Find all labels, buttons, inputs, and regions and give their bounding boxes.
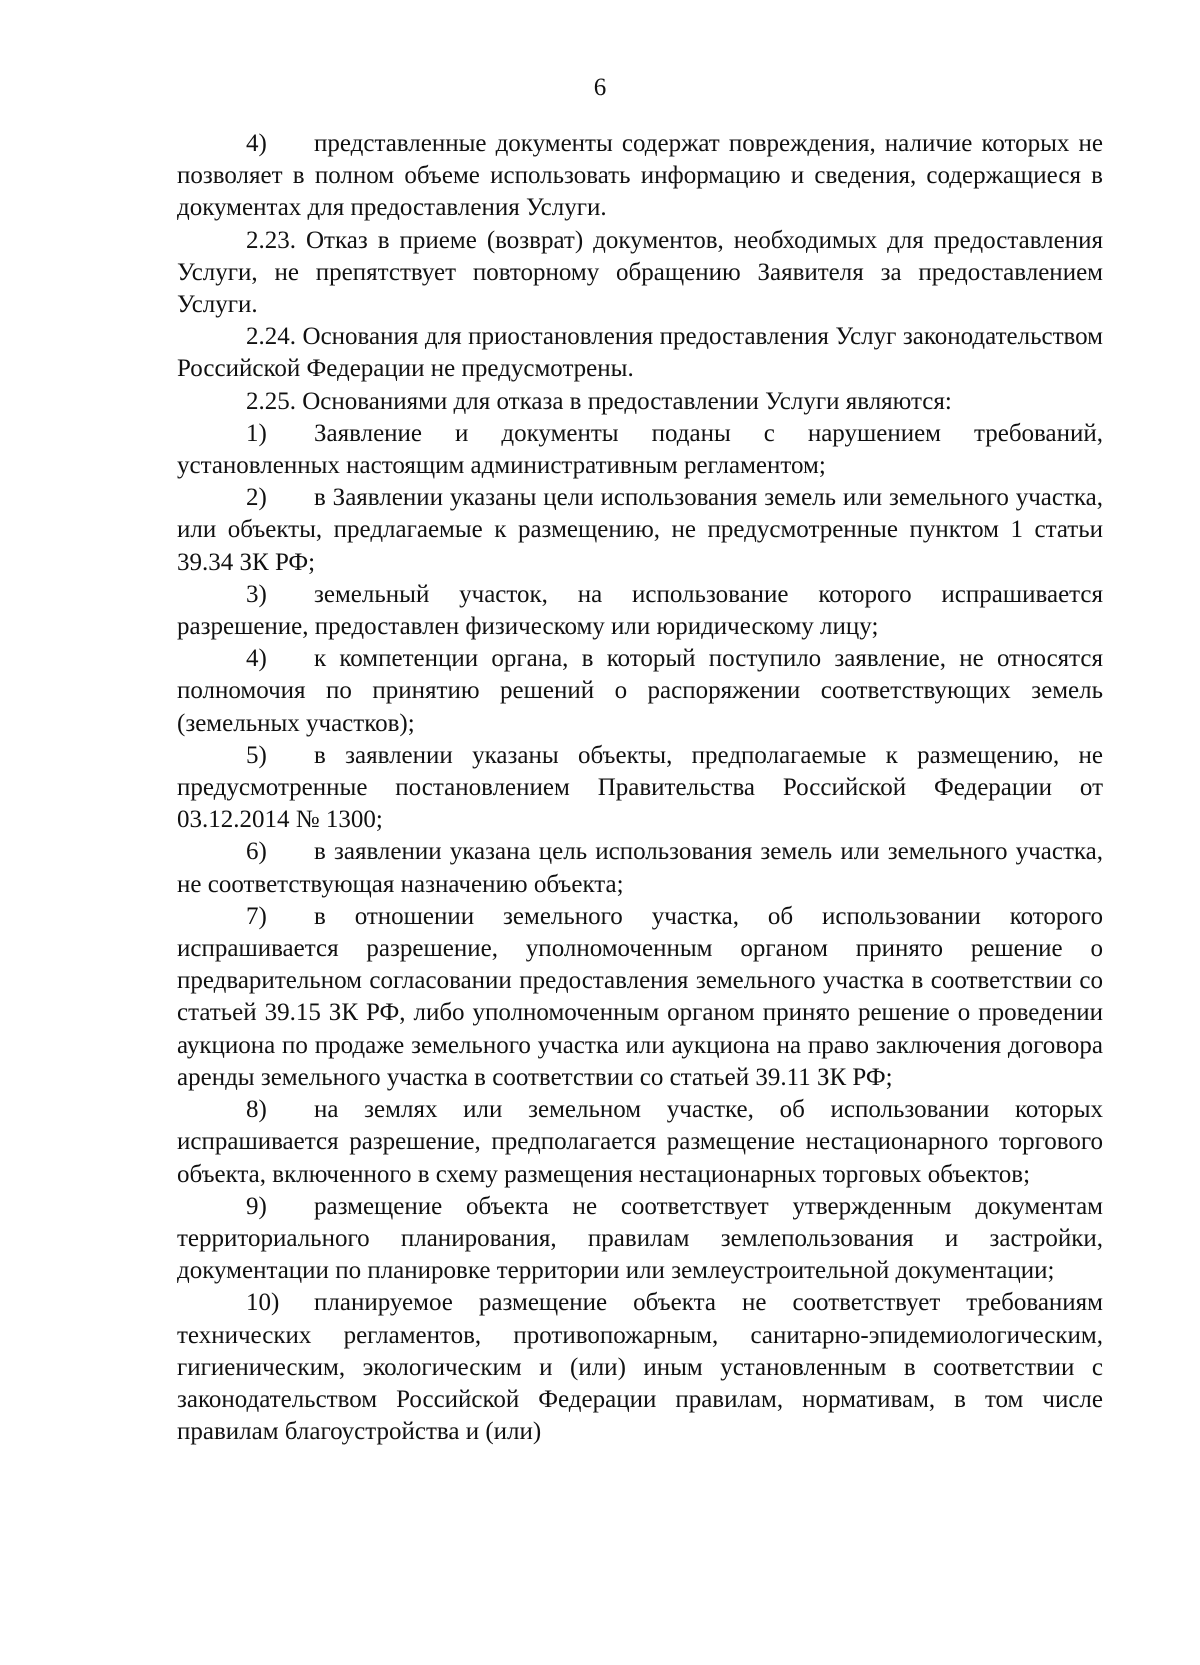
item-text: к компетенции органа, в который поступило заявление, не относятся полномочия по принятию решений о распоряжении соответствующих земель (земельных участков); xyxy=(177,645,1103,737)
list-item xyxy=(177,1191,1103,1288)
item-number: 2) xyxy=(246,484,267,512)
clause-2-25 xyxy=(177,386,1103,418)
item-text: планируемое размещение объекта не соответствует требованиям технических регламентов, противопожарным, санитарно-эпидемиологическим, гигиеническим, экологическим и (или) иным установленным в соответствии с законодательством Российской Федерации правилам, нормативам, в том числе правилам благоустройства и (или) xyxy=(177,1289,1103,1446)
item-text: представленные документы содержат повреждения, наличие которых не позволяет в полном объеме использовать информацию и сведения, содержащиеся в документах для предоставления Услуги. xyxy=(177,130,1103,222)
item-text: в отношении земельного участка, об использовании которого испрашивается разрешение, уполномоченным органом принято решение о предварительном согласовании предоставления земельного участка в соответствии со статьей 39.15 ЗК РФ, либо уполномоченным органом принято решение о проведении аукциона по продаже земельного участка или аукциона на право заключения договора аренды земельного участка в соответствии со статьей 39.11 ЗК РФ; xyxy=(177,902,1103,1091)
page-number: 6 xyxy=(593,74,607,101)
item-number: 3) xyxy=(246,580,267,608)
item-number: 5) xyxy=(246,741,267,769)
item-number: 6) xyxy=(246,838,267,866)
item-number: 4) xyxy=(246,645,267,673)
item-text: 2.25. Основаниями для отказа в предоставлении Услуги являются: xyxy=(246,387,952,415)
item-number: 10) xyxy=(246,1289,280,1317)
item-number: 8) xyxy=(246,1096,267,1124)
list-item xyxy=(177,836,1103,900)
item-text: на землях или земельном участке, об использовании которых испрашивается разрешение, предполагается размещение нестационарного торгового объекта, включенного в схему размещения нестационарных торговых объектов; xyxy=(177,1096,1103,1188)
list-item xyxy=(177,740,1103,837)
list-item xyxy=(177,1287,1103,1448)
list-item xyxy=(177,579,1103,643)
item-text: в заявлении указана цель использования земель или земельного участка, не соответствующая назначению объекта; xyxy=(177,838,1103,898)
list-item xyxy=(177,128,1103,225)
item-text: земельный участок, на использование которого испрашивается разрешение, предоставлен физическому или юридическому лицу; xyxy=(177,580,1103,641)
item-number: 4) xyxy=(246,130,267,157)
clause-2-24 xyxy=(177,321,1103,385)
clause-2-23 xyxy=(177,225,1103,322)
item-number: 7) xyxy=(246,902,267,930)
list-item xyxy=(177,1094,1103,1191)
item-text: в заявлении указаны объекты, предполагаемые к размещению, не предусмотренные постановлением Правительства Российской Федерации от 03.12.2014 № 1300; xyxy=(177,741,1103,834)
item-text: 2.24. Основания для приостановления предоставления Услуг законодательством Российской Федерации не предусмотрены. xyxy=(177,323,1103,383)
item-text: Заявление и документы поданы с нарушением требований, установленных настоящим административным регламентом; xyxy=(177,419,1103,480)
item-text: 2.23. Отказ в приеме (возврат) документов, необходимых для предоставления Услуги, не препятствует повторному обращению Заявителя за предоставлением Услуги. xyxy=(177,226,1103,319)
item-number: 1) xyxy=(246,419,267,447)
item-number: 9) xyxy=(246,1192,267,1220)
document-body xyxy=(177,128,1103,1448)
list-item xyxy=(177,418,1103,482)
item-text: размещение объекта не соответствует утвержденным документам территориального планирования, правилам землепользования и застройки, документации по планировке территории или землеустроительной документации; xyxy=(177,1192,1103,1285)
list-item xyxy=(177,482,1103,579)
list-item xyxy=(177,643,1103,740)
list-item xyxy=(177,901,1103,1094)
item-text: в Заявлении указаны цели использования земель или земельного участка, или объекты, предлагаемые к размещению, не предусмотренные пунктом 1 статьи 39.34 ЗК РФ; xyxy=(177,484,1103,576)
